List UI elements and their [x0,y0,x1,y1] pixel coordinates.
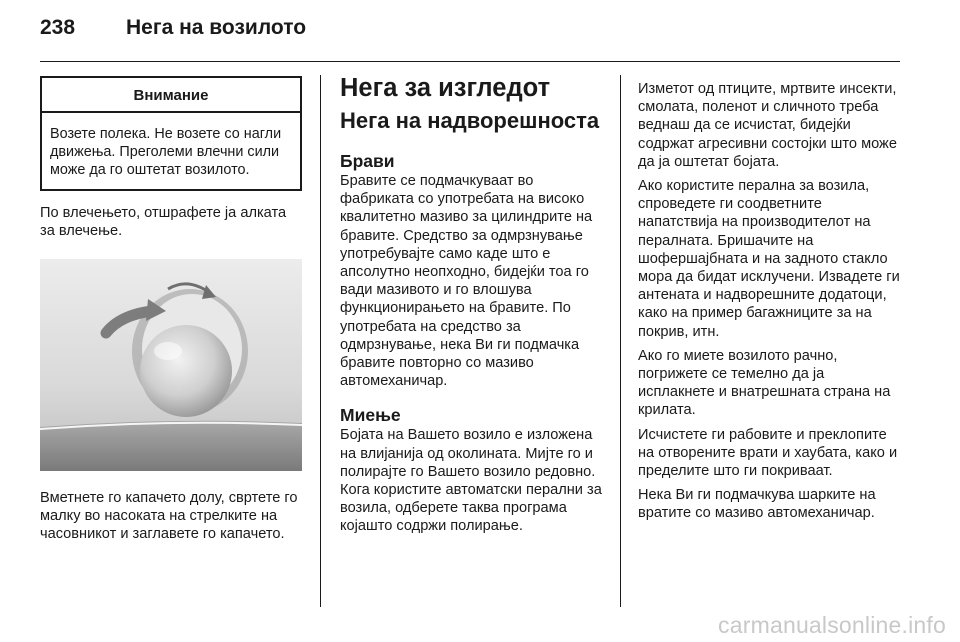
section-title: Нега за изгледот [340,74,551,102]
paragraph: Ако го миете возилото рачно, погрижете се темелно да ја исплакнете и внатрешната страна на крилата. [638,347,891,419]
column-divider-2 [620,75,621,607]
topic-title-washing: Миење [340,405,401,426]
towing-eye-instruction: По влечењето, отшрафете ја алката за влечење. [40,204,287,239]
running-title: Нега на возилото [126,16,307,39]
warning-title: Внимание [42,78,300,113]
topic-text-locks: Бравите се подмачкуваат во фабриката со употребата на високо квалитетно мазиво за цилиндрите на бравите. Средство за одмрзнување употребувајте само каде што е апсолутно неопходно, бидејќи тоа го вади мазивото и го влошува функционирањето на бравите. По употребата на средство за одмрзнување, нека Ви ги подмачка бравите повторно со мазиво автомеханичар. [340,173,593,390]
middle-column [340,62,608,536]
page-number: 238 [40,16,76,39]
tow-cap-illustration [40,259,302,471]
subsection-title: Нега на надворешноста [340,108,600,133]
topic-title-locks: Брави [340,151,395,171]
paragraph: Нека Ви ги подмачкува шарките на вратите со мазиво автомеханичар. [638,487,876,522]
photo-caption: Вметнете го капачето долу, свртете го малку во насоката на стрелките на часовникот и заглавете го капачето. [40,490,298,543]
paragraph: Изметот од птиците, мртвите инсекти, смолата, поленот и сличното треба веднаш да се исчистат, бидејќи содржат агресивни состојки што може да ја оштетат бојата. [638,81,897,170]
page-header [40,16,306,46]
paragraph: Ако користите перална за возила, спроведете ги соодветните напатствија на производителот на пералната. Бришачите на шофершајбната и на задното стакло мора да бидат исклучени. Извадете ги антената и надворешните додатоци, како на пример багажниците за на покрив, итн. [638,178,900,340]
column-divider-1 [320,75,321,607]
tow-cap-photo [40,259,302,471]
warning-box [40,76,302,191]
topic-text-washing: Бојата на Вашето возило е изложена на влијанија од околината. Мијте го и полирајте го Вашето возило редовно. Кога користите автоматски перални за возила, одберете таква програма којашто содржи полирање. [340,427,602,535]
right-column [638,62,902,523]
left-column [40,62,302,544]
paragraph: Исчистете ги рабовите и преклопите на отворените врати и хаубата, како и пределите што ги покриваат. [638,426,898,480]
warning-text: Возете полека. Не возете со нагли движења. Преголеми влечни сили може да го оштетат возилото. [50,126,282,179]
watermark: carmanualsonline.info [718,612,946,638]
